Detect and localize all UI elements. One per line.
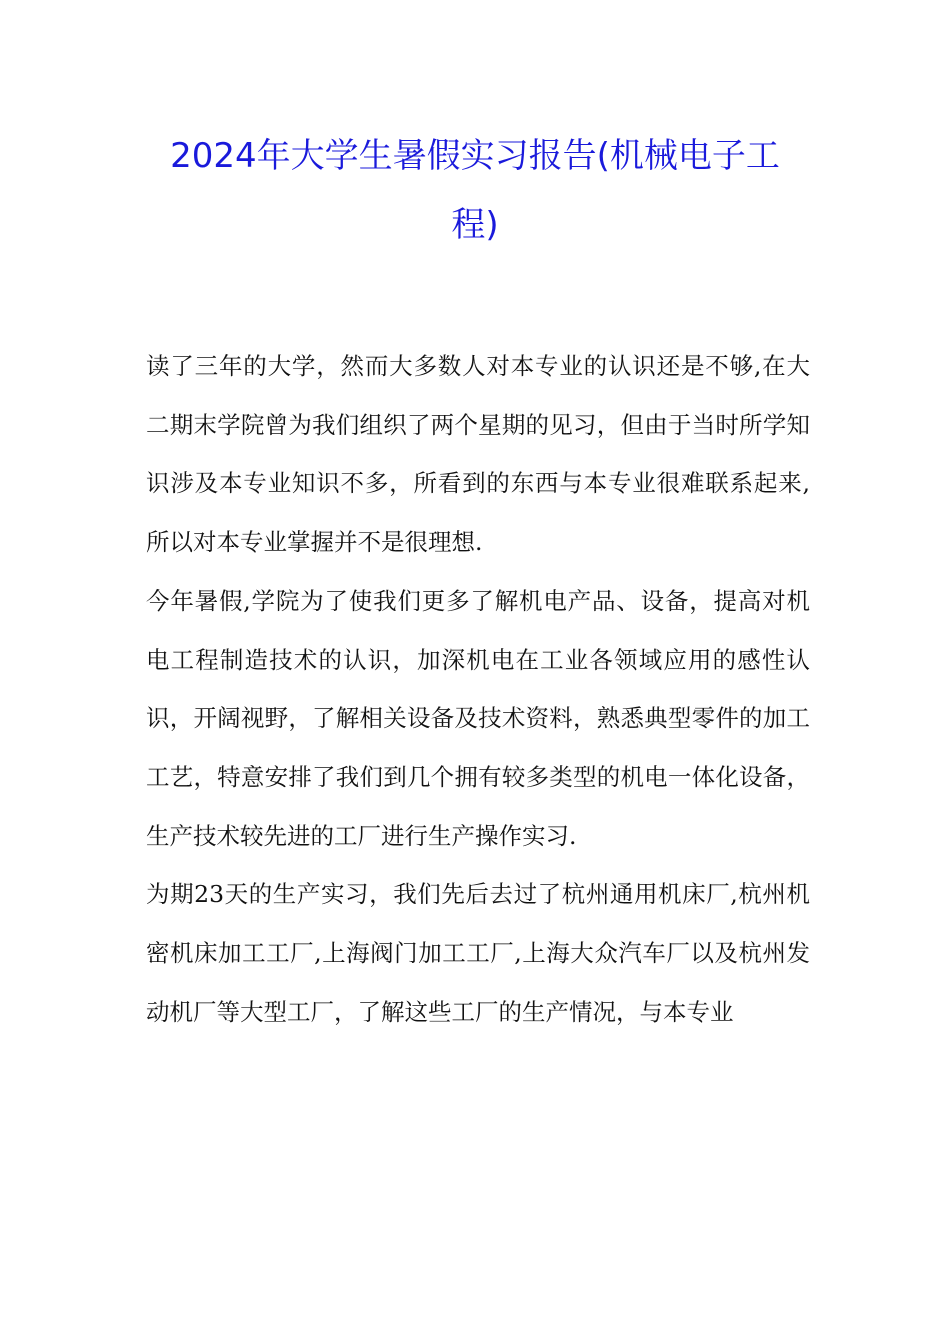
paragraph-3: 为期23天的生产实习，我们先后去过了杭州通用机床厂,杭州机密机床加工工厂,上海阀门加工工厂,上海大众汽车厂以及杭州发动机厂等大型工厂，了解这些工厂的生产情况，与本专业 [146, 880, 810, 1026]
document-title: 2024年大学生暑假实习报告(机械电子工程) [170, 136, 780, 245]
paragraph-1: 读了三年的大学，然而大多数人对本专业的认识还是不够,在大二期末学院曾为我们组织了两个星期的见习，但由于当时所学知识涉及本专业知识不多，所看到的东西与本专业很难联系起来,所以对本专业掌握并不是很理想. [146, 352, 810, 557]
document-body [146, 337, 810, 1041]
paragraph-2: 今年暑假,学院为了使我们更多了解机电产品、设备，提高对机电工程制造技术的认识，加深机电在工业各领域应用的感性认识，开阔视野，了解相关设备及技术资料，熟悉典型零件的加工工艺，特意安排了我们到几个拥有较多类型的机电一体化设备，生产技术较先进的工厂进行生产操作实习. [146, 586, 810, 850]
